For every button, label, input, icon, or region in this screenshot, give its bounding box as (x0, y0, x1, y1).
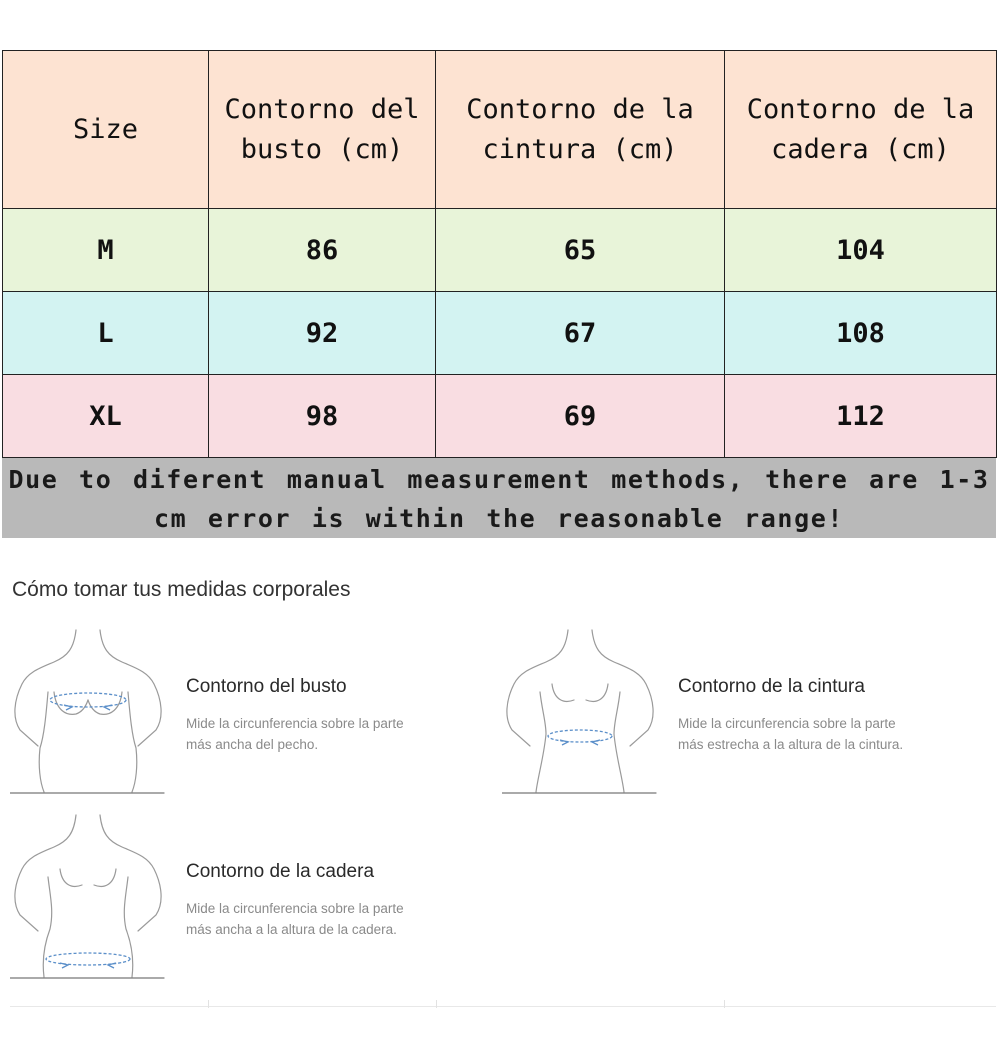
cell-bust: 92 (209, 292, 436, 375)
cell-waist: 69 (436, 375, 725, 458)
header-waist-line2: cintura (cm) (482, 133, 678, 165)
cell-waist: 67 (436, 292, 725, 375)
table-row (3, 375, 997, 458)
table-header-row (3, 51, 997, 209)
cell-hip: 108 (725, 292, 997, 375)
guide-title: Cómo tomar tus medidas corporales (12, 578, 351, 601)
bust-desc-line1: Mide la circunferencia sobre la parte (186, 716, 404, 731)
hip-desc-line1: Mide la circunferencia sobre la parte (186, 901, 404, 916)
waist-desc-line2: más estrecha a la altura de la cintura. (678, 737, 904, 752)
bust-measure-icon (10, 626, 170, 794)
guide-item-hip (10, 811, 490, 986)
waist-measure-icon (502, 626, 662, 794)
header-waist-line1: Contorno de la (466, 93, 694, 125)
bust-desc-line2: más ancha del pecho. (186, 737, 319, 752)
cell-size: XL (3, 375, 209, 458)
guide-item-bust (10, 626, 490, 801)
waist-desc-line1: Mide la circunferencia sobre la parte (678, 716, 896, 731)
header-hip-line1: Contorno de la (746, 93, 975, 125)
divider-tick (208, 1000, 209, 1008)
header-hip-line2: cadera (cm) (771, 133, 950, 165)
hip-measure-icon (10, 811, 170, 979)
hip-title: Contorno de la cadera (186, 861, 375, 882)
cell-size: M (3, 209, 209, 292)
bust-title: Contorno del busto (186, 676, 347, 697)
header-hip (725, 51, 997, 209)
header-bust-line2: busto (cm) (240, 133, 404, 165)
header-size (3, 51, 209, 209)
size-table (2, 50, 997, 458)
bottom-divider (10, 1006, 996, 1007)
hip-desc-line2: más ancha a la altura de la cadera. (186, 922, 397, 937)
note-line2: cm error is within the reasonable range! (153, 504, 845, 533)
guide-item-waist (502, 626, 996, 801)
cell-bust: 98 (209, 375, 436, 458)
cell-waist: 65 (436, 209, 725, 292)
cell-bust: 86 (209, 209, 436, 292)
header-bust (209, 51, 436, 209)
table-row (3, 292, 997, 375)
table-row (3, 209, 997, 292)
header-size-label: Size (72, 113, 139, 145)
divider-tick (724, 1000, 725, 1008)
waist-title: Contorno de la cintura (678, 676, 865, 697)
header-waist (436, 51, 725, 209)
cell-hip: 112 (725, 375, 997, 458)
divider-tick (436, 1000, 437, 1008)
measurement-note (2, 458, 996, 538)
header-bust-line1: Contorno del (224, 93, 420, 125)
cell-hip: 104 (725, 209, 997, 292)
cell-size: L (3, 292, 209, 375)
note-line1: Due to diferent manual measurement methods, there are 1-3 (8, 465, 990, 494)
